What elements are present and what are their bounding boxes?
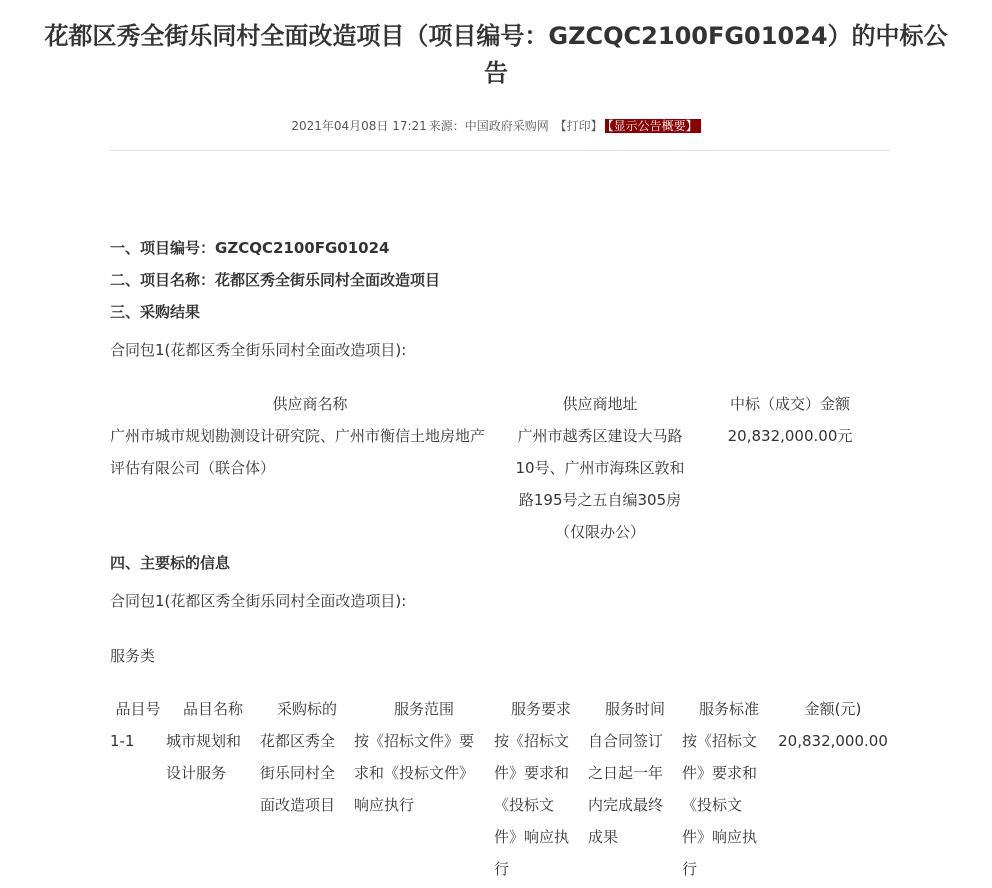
title-line-1: 花都区秀全街乐同村全面改造项目（项目编号：GZCQC2100FG01024）的中标公	[44, 22, 948, 50]
item-target-line: 面改造项目	[260, 796, 336, 814]
package-label: 合同包1(花都区秀全街乐同村全面改造项目):	[110, 341, 407, 359]
section-items-heading: 四、主要标的信息	[110, 554, 231, 572]
item-target-line: 花都区秀全	[260, 732, 336, 750]
item-time-line: 自合同签订	[588, 732, 664, 750]
supplier-name-line: 评估有限公司（联合体）	[110, 459, 276, 477]
item-time-line: 之日起一年	[588, 764, 664, 782]
item-time-line: 成果	[588, 828, 619, 846]
meta-bar	[0, 117, 992, 135]
item-standard-line: 《投标文	[682, 796, 743, 814]
item-target	[260, 725, 354, 821]
item-scope-line: 求和《投标文件》	[354, 764, 475, 782]
item-requirement-line: 按《招标文	[494, 732, 570, 750]
th-supplier-address: 供应商地址	[562, 395, 638, 413]
publish-datetime: 2021年04月08日 17:21	[291, 119, 427, 133]
category-label: 服务类	[110, 647, 156, 665]
package-label: 合同包1(花都区秀全街乐同村全面改造项目):	[110, 592, 407, 610]
print-link[interactable]: 【打印】	[554, 119, 603, 133]
page-title	[0, 18, 992, 92]
section-result-heading: 三、采购结果	[110, 303, 201, 321]
supplier-address-line: 广州市越秀区建设大马路	[517, 427, 683, 445]
th-amount: 金额(元)	[804, 700, 862, 718]
item-standard-line: 件》响应执	[682, 828, 758, 846]
th-award-amount: 中标（成交）金额	[729, 395, 850, 413]
item-standard-line: 按《招标文	[682, 732, 758, 750]
th-supplier-name: 供应商名称	[272, 395, 348, 413]
section-project-number: 一、项目编号：GZCQC2100FG01024	[110, 239, 390, 257]
item-standard-line: 行	[682, 860, 698, 878]
item-scope-line: 响应执行	[354, 796, 415, 814]
item-scope-line: 按《招标文件》要	[354, 732, 475, 750]
th-scope: 服务范围	[393, 700, 454, 718]
th-target: 采购标的	[276, 700, 337, 718]
supplier-name	[110, 420, 510, 484]
item-scope	[354, 725, 494, 821]
supplier-address-line: 10号、广州市海珠区敦和	[515, 459, 685, 477]
th-item-name: 品目名称	[182, 700, 243, 718]
item-name	[166, 725, 260, 789]
item-requirement-line: 件》要求和	[494, 764, 570, 782]
item-target-line: 街乐同村全	[260, 764, 336, 782]
item-standard	[682, 725, 776, 885]
supplier-address-line: 路195号之五自编305房	[518, 491, 682, 509]
item-requirement-line: 件》响应执	[494, 828, 570, 846]
th-time: 服务时间	[604, 700, 665, 718]
th-standard: 服务标准	[698, 700, 759, 718]
item-requirement	[494, 725, 588, 885]
item-no: 1-1	[110, 732, 135, 750]
item-name-line: 设计服务	[166, 764, 227, 782]
item-amount: 20,832,000.00	[778, 732, 888, 750]
award-amount: 20,832,000.00元	[727, 427, 853, 445]
source-text: 来源：中国政府采购网	[428, 119, 549, 133]
th-requirement: 服务要求	[510, 700, 571, 718]
supplier-name-line: 广州市城市规划勘测设计研究院、广州市衡信土地房地产	[110, 427, 486, 445]
item-name-line: 城市规划和	[166, 732, 242, 750]
supplier-address	[510, 420, 690, 548]
item-requirement-line: 《投标文	[494, 796, 555, 814]
item-time	[588, 725, 682, 853]
supplier-address-line: （仅限办公）	[554, 523, 645, 541]
section-project-name: 二、项目名称：花都区秀全街乐同村全面改造项目	[110, 271, 441, 289]
th-item-no: 品目号	[115, 700, 161, 718]
header-divider	[109, 150, 890, 151]
item-time-line: 内完成最终	[588, 796, 664, 814]
item-requirement-line: 行	[494, 860, 510, 878]
item-standard-line: 件》要求和	[682, 764, 758, 782]
show-summary-button[interactable]: 【显示公告概要】	[605, 119, 701, 133]
title-line-2: 告	[484, 59, 508, 87]
